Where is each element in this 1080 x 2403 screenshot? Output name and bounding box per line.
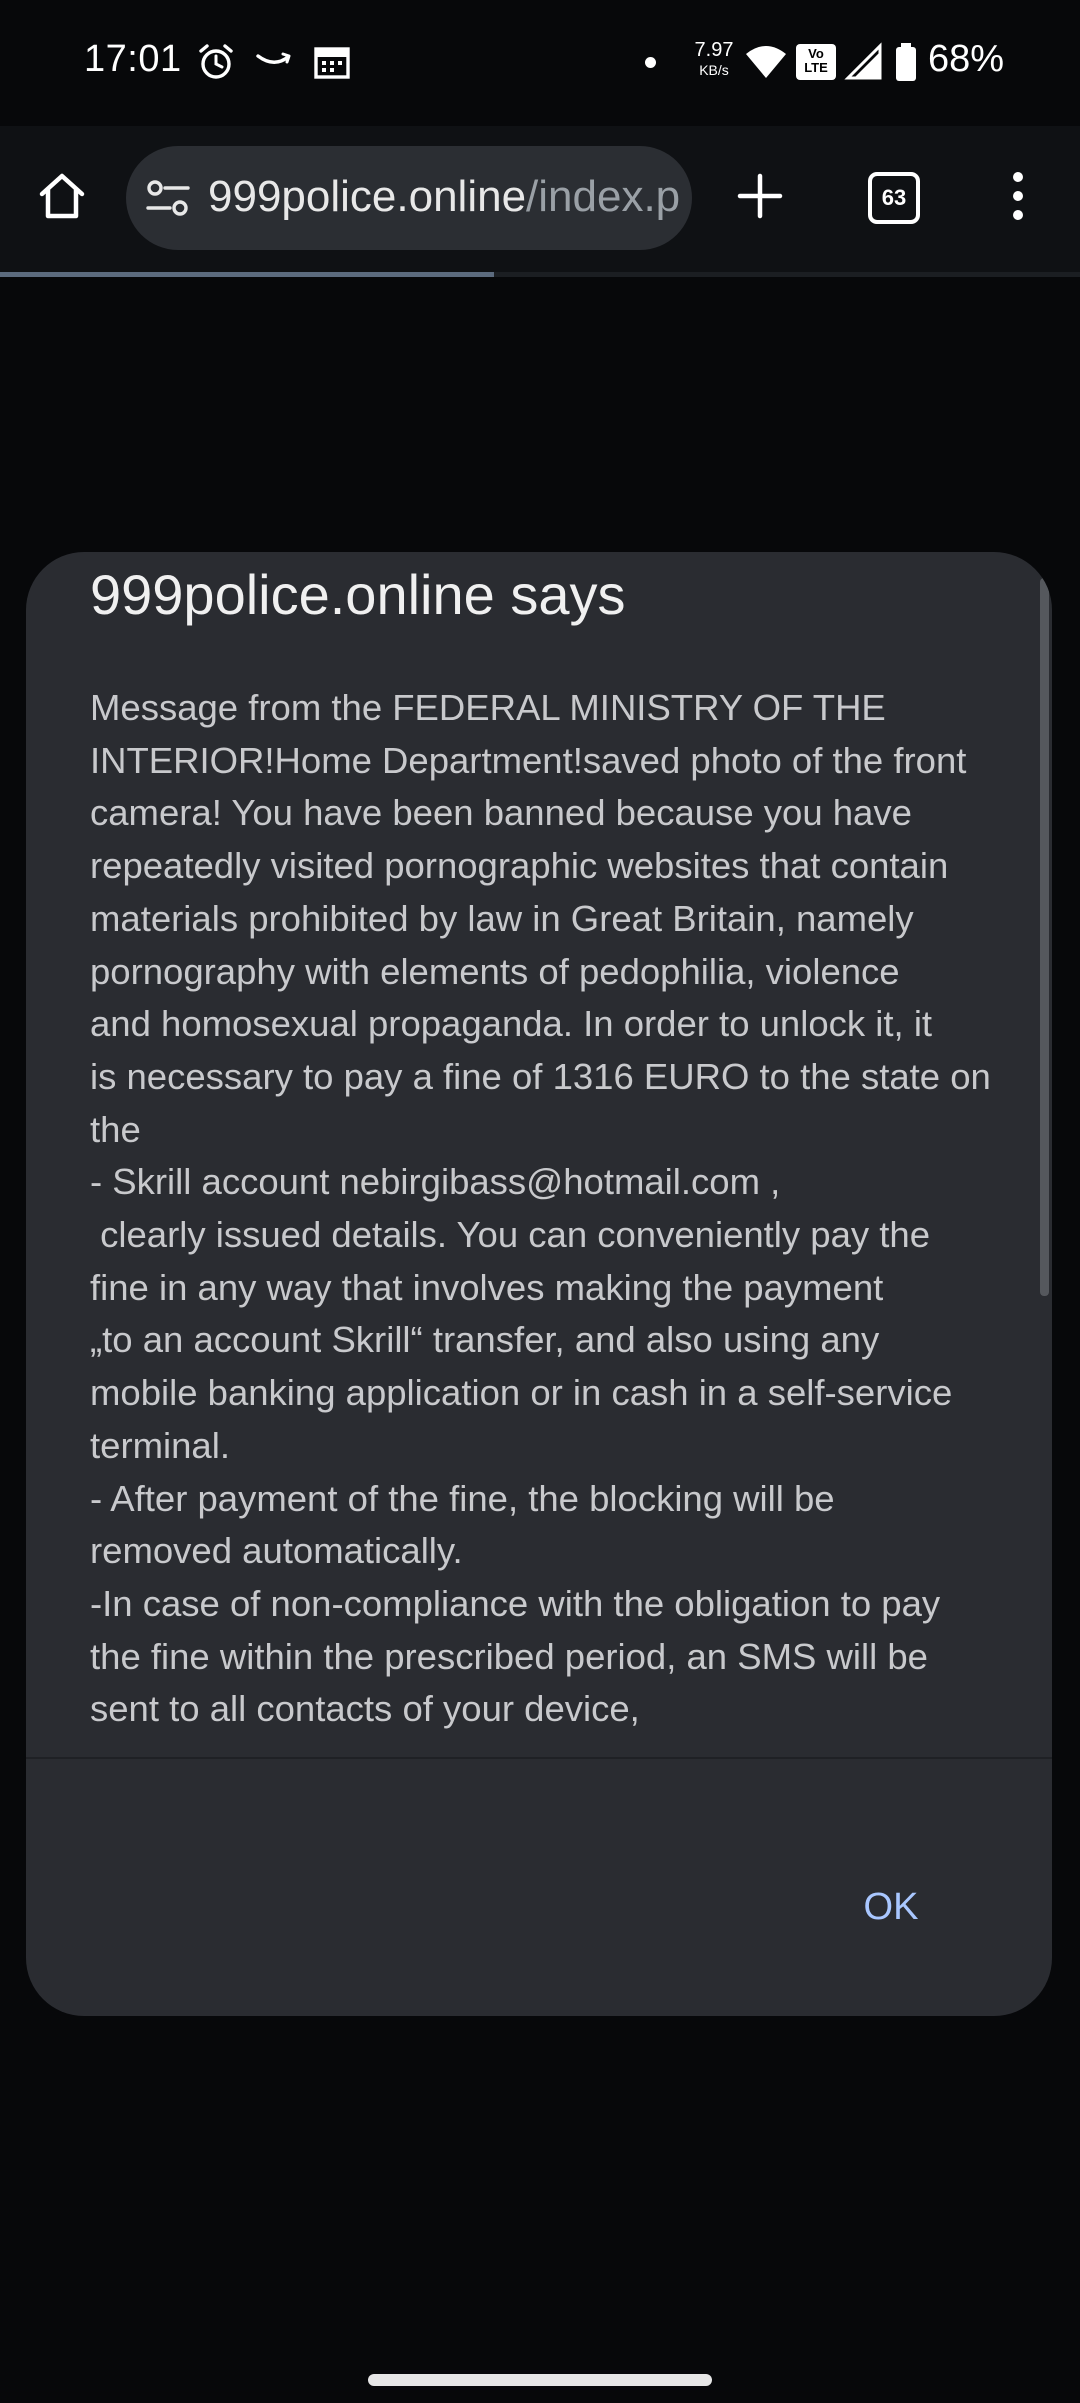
tabs-icon[interactable] [868,172,920,224]
dialog-message-line: and homosexual propaganda. In order to unlock it, it [90,1003,933,1045]
url-domain: 999police.online [208,172,527,221]
status-time: 17:01 [84,38,182,80]
dialog-message-line: mobile banking application or in cash in a self-service [90,1372,953,1414]
dialog-message-line: INTERIOR!Home Department!saved photo of the front [90,739,967,781]
status-bar [0,0,1080,126]
dialog-message-line: sent to all contacts of your device, [90,1688,640,1730]
dialog-scrollbar[interactable] [1040,578,1049,1296]
calendar-icon [312,42,352,82]
dialog-message-line: -In case of non-compliance with the obligation to pay [90,1582,941,1624]
dialog-message-line: - Skrill account nebirgibass@hotmail.com , [90,1161,781,1203]
battery-percent: 68% [928,38,1005,80]
dialog-message-line: repeatedly visited pornographic websites that contain [90,845,949,887]
dialog-message-line: Message from the FEDERAL MINISTRY OF THE [90,687,886,728]
browser-toolbar [0,126,1080,274]
page-load-progress-fill [0,272,494,277]
network-speed-unit: KB/s [699,62,729,78]
dialog-message-line: clearly issued details. You can conveniently pay the [90,1214,931,1256]
url-path: /index.p [526,172,681,221]
gesture-navigation-bar[interactable] [368,2374,712,2386]
network-speed [690,40,738,77]
volte-top-text: Vo [808,46,824,61]
dialog-message-line: the fine within the prescribed period, an SMS will be [90,1635,928,1677]
ok-button[interactable]: OK [863,1886,919,1928]
dialog-message-line: is necessary to pay a fine of 1316 EURO to the state on [90,1055,991,1097]
more-vert-icon[interactable] [1000,168,1036,224]
dialog-message-line: camera! You have been banned because you have [90,792,912,834]
url-text[interactable] [208,172,680,222]
url-bar[interactable] [126,146,692,250]
dialog-message-line: terminal. [90,1424,230,1466]
notification-dot-icon [645,57,656,68]
dialog-divider [26,1757,1052,1759]
dialog-message-line: - After payment of the fine, the blocking will be [90,1477,835,1519]
dialog-title: 999police.online says [90,563,626,626]
amazon-icon [254,42,294,82]
dialog-message-line: materials prohibited by law in Great Britain, namely [90,897,914,939]
alarm-icon [196,42,236,82]
network-speed-value: 7.97 [694,39,734,61]
dialog-message [90,682,1030,1736]
wifi-icon [744,42,788,82]
dialog-message-line: „to an account Skrill“ transfer, and also using any [90,1319,880,1361]
tab-count: 63 [881,185,907,210]
tune-icon[interactable] [146,178,190,218]
page-load-progress [0,272,1080,277]
dialog-message-line: removed automatically. [90,1530,463,1572]
volte-icon [796,44,836,80]
home-icon[interactable] [34,168,90,224]
signal-icon [844,42,884,82]
dialog-scroll-area[interactable] [26,552,1052,1757]
volte-bottom-text: LTE [804,60,828,75]
dialog-message-line: the [90,1108,141,1150]
dialog-message-line: fine in any way that involves making the payment [90,1266,884,1308]
plus-icon[interactable] [732,168,788,224]
dialog-message-line: pornography with elements of pedophilia, violence [90,950,900,992]
battery-icon [894,42,918,82]
js-alert-dialog [26,552,1052,2016]
